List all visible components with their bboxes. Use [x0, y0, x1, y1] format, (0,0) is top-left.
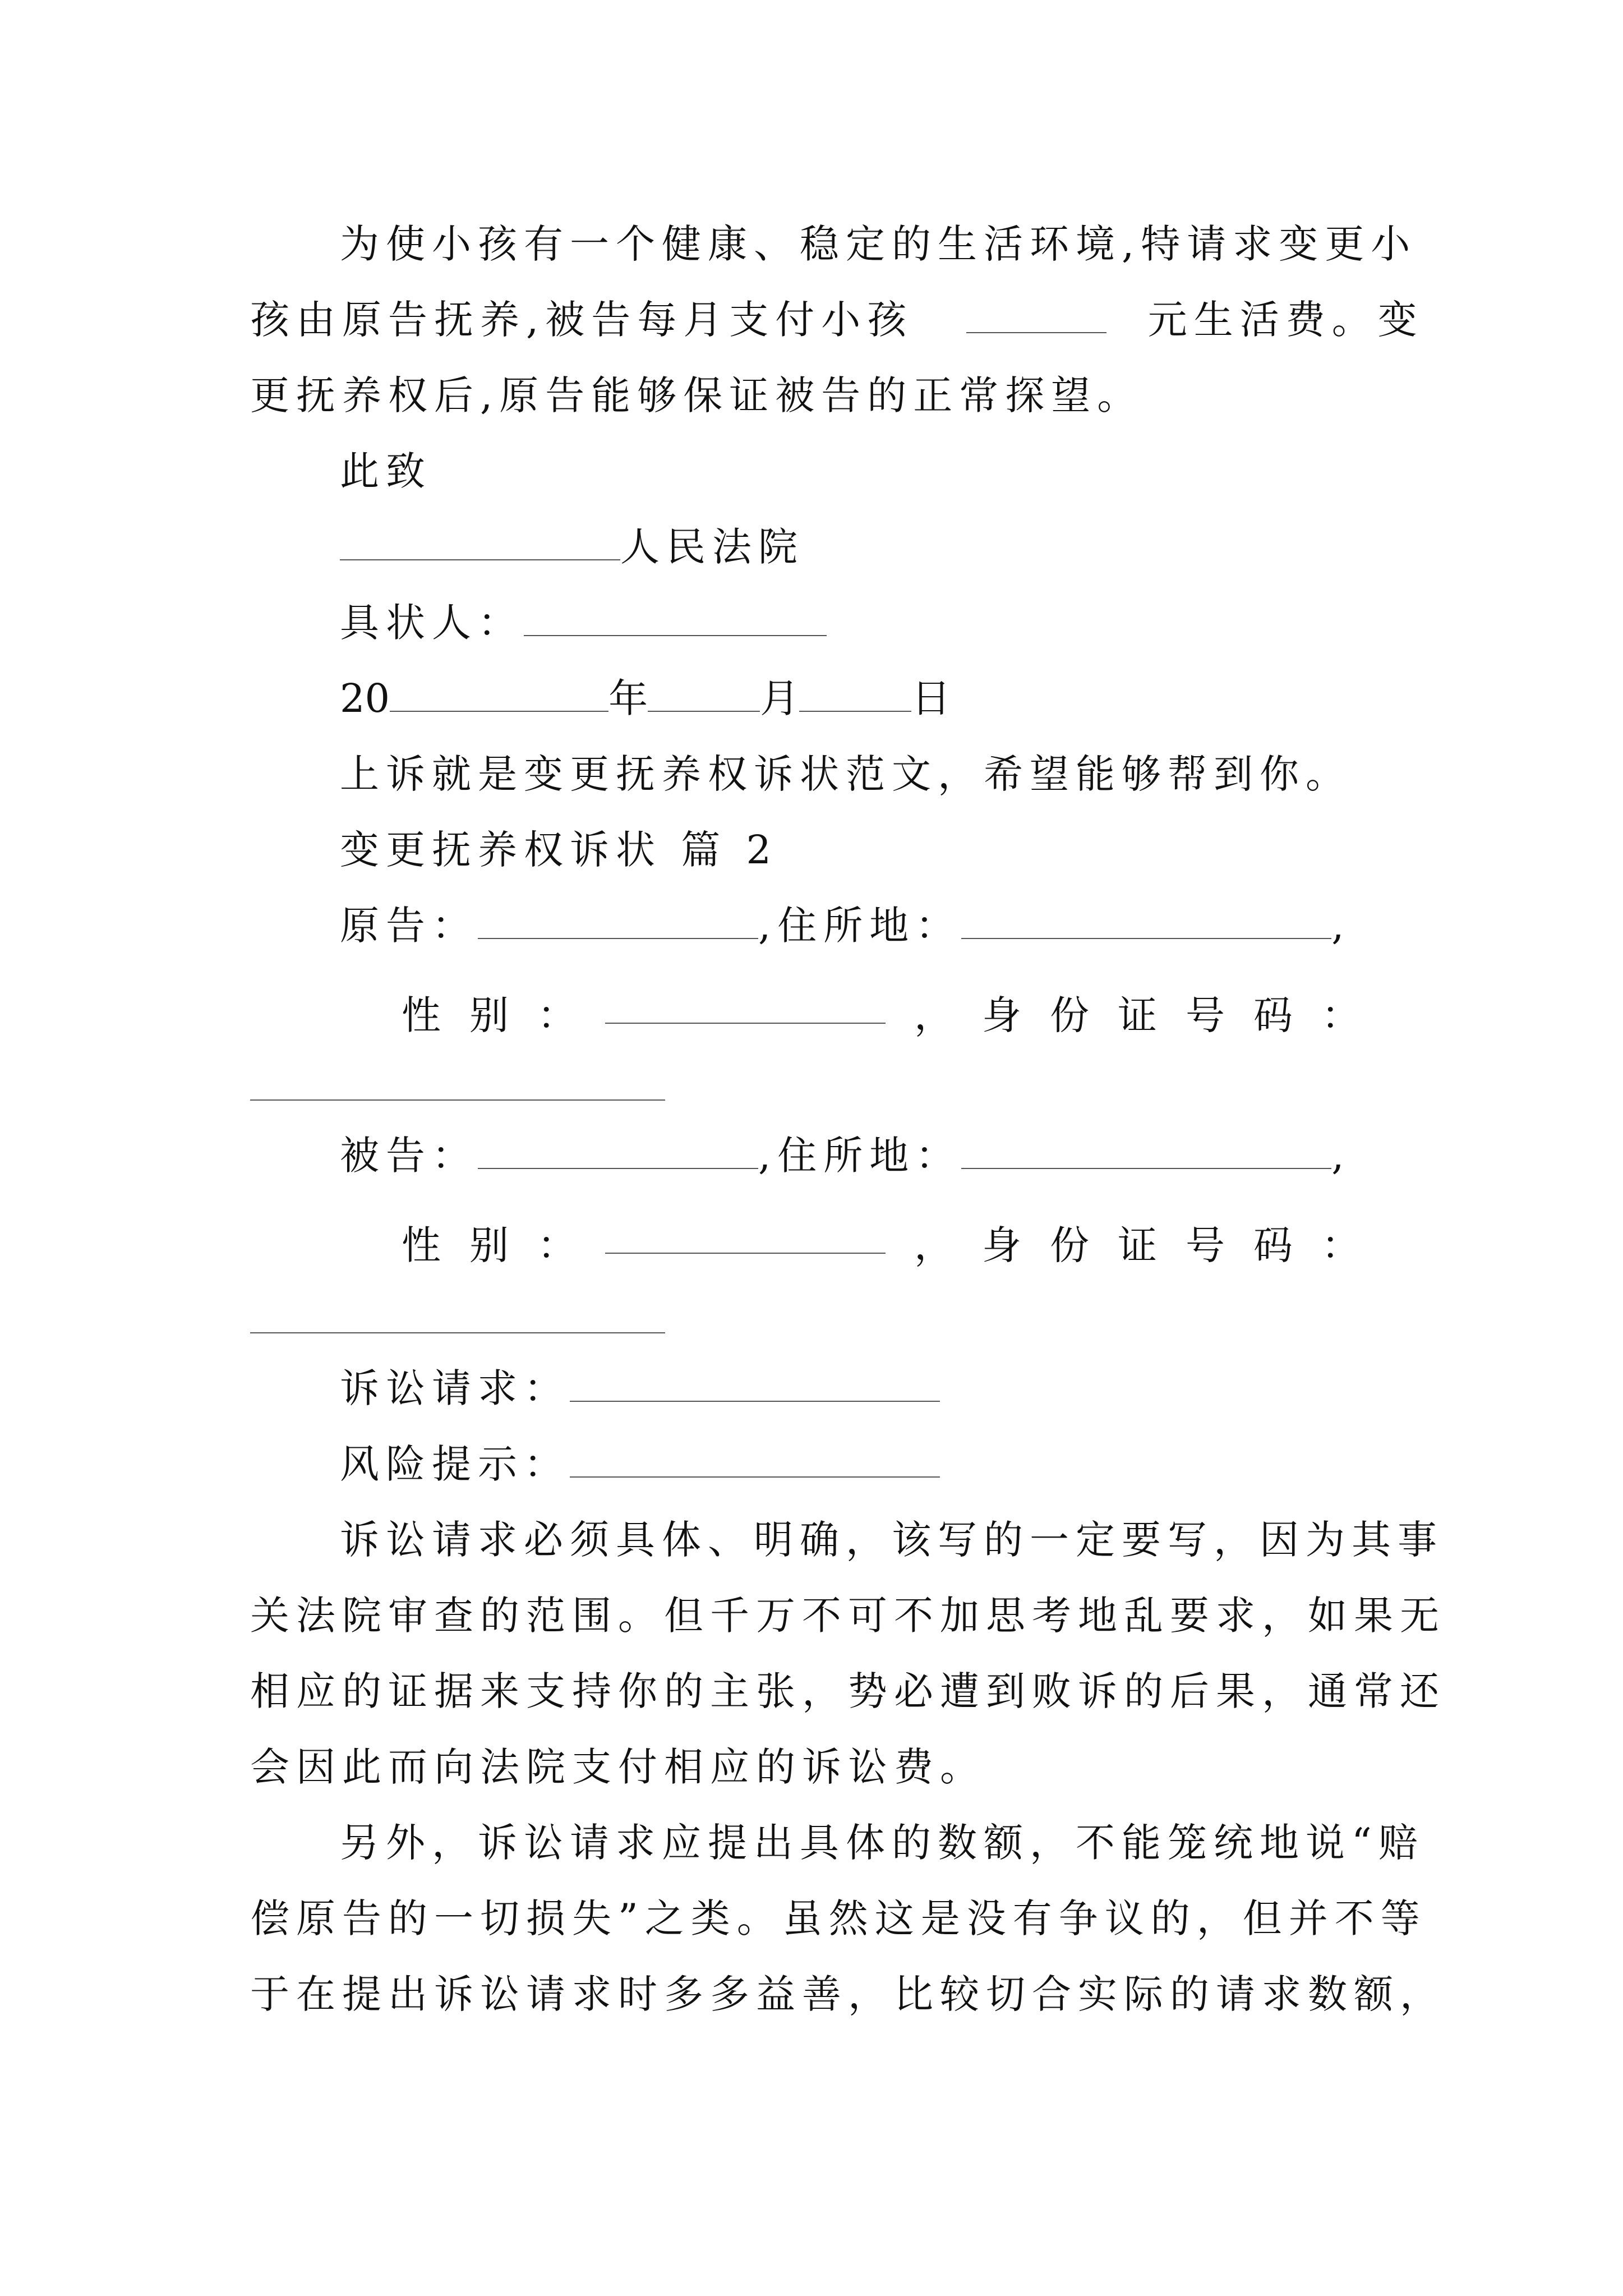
court-line: [340, 519, 1394, 575]
p2-line-4: 会因此而向法院支付相应的诉讼费。: [250, 1744, 986, 1790]
defendant-name-blank[interactable]: [478, 1133, 758, 1169]
plaintiff-id-char-5: 码: [1253, 992, 1293, 1038]
plaintiff-id-colon: ：: [1321, 992, 1361, 1038]
defendant-comma-3: ，: [914, 1222, 953, 1268]
plaintiff-id-char-4: 号: [1186, 992, 1225, 1038]
defendant-id-char-3: 证: [1118, 1222, 1157, 1268]
p1-line-2: [250, 292, 1424, 348]
p3-line-1: 另外，诉讼请求应提出具体的数额，不能笼统地说“赔: [340, 1820, 1424, 1866]
plaintiff-id-char-3: 证: [1118, 992, 1157, 1038]
defendant-label: 被告：: [340, 1133, 478, 1179]
p1-line-3: 更抚养权后,原告能够保证被告的正常探望。: [250, 372, 1144, 418]
plaintiff-comma-3: ，: [914, 992, 953, 1038]
p2-line-3: 相应的证据来支持你的主张，势必遭到败诉的后果，通常还: [250, 1668, 1446, 1714]
p1-line-2-text-a: 孩由原告抚养,被告每月支付小孩: [250, 297, 914, 343]
p2-line-2: 关法院审查的范围。但千万不可不加思考地乱要求，如果无: [250, 1593, 1446, 1639]
defendant-gender-colon: ：: [537, 1222, 577, 1268]
p3-line-3: 于在提出诉讼请求时多多益善，比较切合实际的请求数额，: [250, 1971, 1446, 2017]
section-title: 变更抚养权诉状 篇 2: [340, 827, 778, 873]
defendant-comma-1: ,: [758, 1133, 778, 1179]
plaintiff-label: 原告：: [340, 903, 478, 949]
signer-label: 具状人：: [340, 600, 524, 646]
signer-blank[interactable]: [524, 600, 827, 636]
defendant-id-colon: ：: [1321, 1222, 1361, 1268]
plaintiff-gender-colon: ：: [537, 992, 577, 1038]
defendant-id-char-5: 码: [1253, 1222, 1293, 1268]
claim-blank[interactable]: [570, 1365, 940, 1402]
month-blank[interactable]: [648, 675, 760, 712]
plaintiff-id-char-2: 份: [1050, 992, 1089, 1038]
court-suffix: 人民法院: [620, 524, 804, 570]
defendant-gender-char-2: 别: [469, 1222, 509, 1268]
defendant-address-label: 住所地：: [777, 1133, 962, 1179]
defendant-gender-id-line: [402, 1217, 1361, 1273]
plaintiff-gender-char-2: 别: [469, 992, 509, 1038]
plaintiff-line: [340, 898, 1394, 954]
plaintiff-name-blank[interactable]: [478, 903, 758, 939]
risk-label: 风险提示：: [340, 1441, 570, 1487]
defendant-gender-blank[interactable]: [605, 1217, 886, 1254]
plaintiff-comma-2: ,: [1331, 903, 1351, 949]
p3-line-2: 偿原告的一切损失”之类。虽然这是没有争议的，但并不等: [250, 1895, 1427, 1941]
risk-line: [340, 1436, 1394, 1492]
risk-blank[interactable]: [570, 1441, 940, 1478]
plaintiff-address-label: 住所地：: [777, 903, 962, 949]
allowance-blank[interactable]: [966, 297, 1106, 333]
defendant-line: [340, 1128, 1394, 1184]
claim-label: 诉讼请求：: [340, 1365, 570, 1411]
court-name-blank[interactable]: [340, 524, 620, 560]
date-year: 年: [608, 675, 648, 721]
plaintiff-gender-char-1: 性: [402, 992, 441, 1038]
signer-line: [340, 595, 1394, 651]
defendant-id-blank[interactable]: [250, 1332, 665, 1333]
day-blank[interactable]: [799, 675, 911, 712]
year-blank[interactable]: [390, 675, 608, 712]
defendant-gender-char-1: 性: [402, 1222, 441, 1268]
defendant-id-char-4: 号: [1186, 1222, 1225, 1268]
plaintiff-gender-id-line: [402, 987, 1361, 1043]
date-line: [340, 670, 1394, 726]
closing-line: 上诉就是变更抚养权诉状范文，希望能够帮到你。: [340, 751, 1352, 797]
date-month: 月: [760, 675, 800, 721]
date-prefix: 20: [340, 675, 390, 721]
p1-line-2-text-b: 元生活费。变: [1147, 297, 1424, 343]
plaintiff-comma-1: ,: [758, 903, 778, 949]
defendant-address-blank[interactable]: [961, 1133, 1331, 1169]
p1-line-1: 为使小孩有一个健康、稳定的生活环境,特请求变更小: [340, 221, 1417, 267]
plaintiff-gender-blank[interactable]: [605, 987, 886, 1024]
defendant-id-char-2: 份: [1050, 1222, 1089, 1268]
plaintiff-address-blank[interactable]: [961, 903, 1331, 939]
plaintiff-id-blank[interactable]: [250, 1099, 665, 1101]
salutation: 此致: [340, 448, 432, 494]
date-day: 日: [911, 675, 951, 721]
defendant-id-char-1: 身: [982, 1222, 1021, 1268]
p2-line-1: 诉讼请求必须具体、明确，该写的一定要写，因为其事: [340, 1517, 1444, 1563]
defendant-comma-2: ,: [1331, 1133, 1351, 1179]
claim-line: [340, 1360, 1394, 1416]
plaintiff-id-char-1: 身: [982, 992, 1021, 1038]
